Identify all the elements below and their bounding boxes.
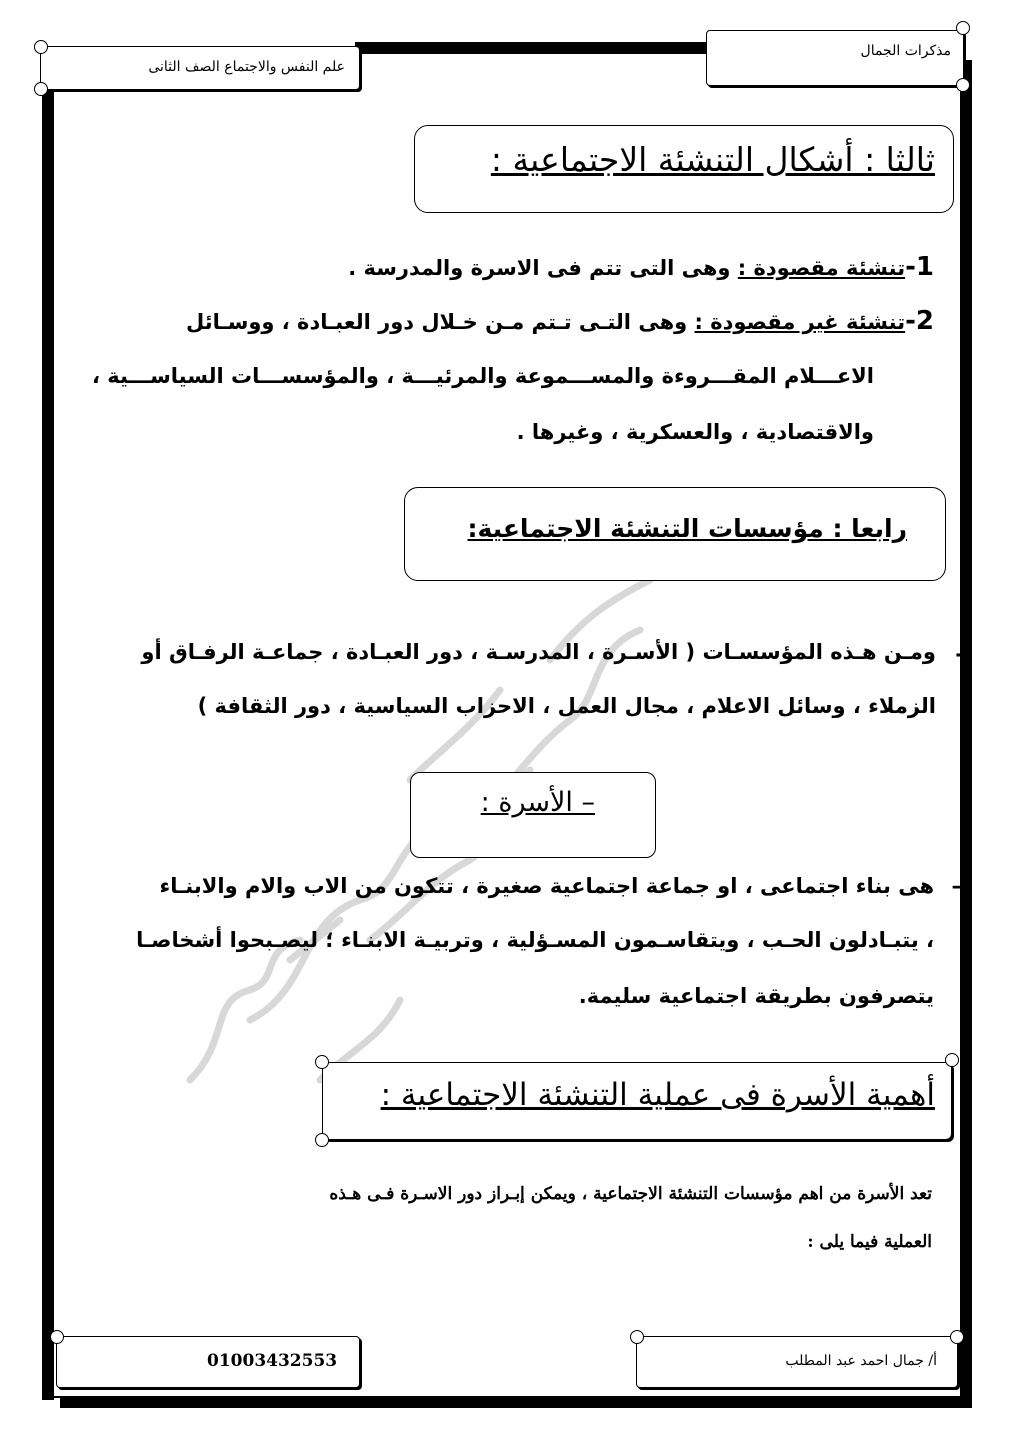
definition: وهى التى تتم فى الاسرة والمدرسة . bbox=[348, 256, 738, 280]
scroll-curl-icon bbox=[950, 1330, 964, 1344]
paragraph-line: الزملاء ، وسائل الاعلام ، مجال العمل ، الاحزاب السياسية ، دور الثقافة ) bbox=[197, 694, 936, 718]
phone-number: 01003432553 bbox=[207, 1351, 338, 1371]
paragraph-line: يتصرفون بطريقة اجتماعية سليمة. bbox=[578, 984, 934, 1008]
list-item bbox=[99, 306, 934, 336]
scroll-curl-icon bbox=[34, 82, 48, 96]
scroll-curl-icon bbox=[50, 1330, 64, 1344]
scroll-curl-icon bbox=[956, 21, 970, 35]
paragraph-line: تعد الأسرة من اهم مؤسسات التنشئة الاجتماعية ، ويمكن إبـراز دور الاسـرة فـى هـذه bbox=[329, 1184, 932, 1204]
definition: وهى التـى تـتم مـن خـلال دور العبـادة ، ووسـائل bbox=[186, 310, 695, 334]
section3-title-box bbox=[414, 125, 954, 213]
notes-brand: مذكرات الجمال bbox=[860, 43, 951, 59]
term: تنشئة غير مقصودة : bbox=[694, 310, 906, 334]
paragraph-line: والاقتصادية ، والعسكرية ، وغيرها . bbox=[516, 420, 874, 444]
section3-title: ثالثا : أشكال التنشئة الاجتماعية : bbox=[490, 140, 935, 179]
family-title-box bbox=[410, 772, 656, 858]
bullet-dash: – bbox=[951, 874, 962, 898]
importance-banner bbox=[322, 1062, 952, 1140]
scroll-curl-icon bbox=[34, 40, 48, 54]
scroll-curl-icon bbox=[315, 1133, 329, 1147]
bullet-dash: - bbox=[955, 642, 964, 666]
section4-title: رابعا : مؤسسات التنشئة الاجتماعية: bbox=[467, 514, 907, 543]
paragraph-line: العملية فيما يلى : bbox=[807, 1232, 932, 1252]
subject-title: علم النفس والاجتماع الصف الثانى bbox=[148, 59, 345, 75]
header-right-tab bbox=[706, 30, 964, 86]
list-number: 1- bbox=[905, 252, 934, 282]
author-name: أ/ جمال احمد عبد المطلب bbox=[785, 1353, 937, 1369]
paragraph-line: ، يتبـادلون الحـب ، ويتقاسـمون المسـؤلية ، وتربيـة الابنـاء ؛ ليصـبحوا أشخاصـا bbox=[136, 928, 934, 952]
paragraph-line: الاعـــلام المقـــروءة والمســـموعة والمرئيـــة ، والمؤسســـات السياســـية ، bbox=[91, 364, 874, 388]
term: تنشئة مقصودة : bbox=[737, 256, 906, 280]
header-left-tab bbox=[40, 46, 360, 90]
list-number: 2- bbox=[905, 306, 934, 336]
scroll-curl-icon bbox=[630, 1330, 644, 1344]
scroll-curl-icon bbox=[315, 1055, 329, 1069]
list-item bbox=[348, 252, 934, 282]
paragraph-line: ومـن هـذه المؤسسـات ( الأسـرة ، المدرسـة ، دور العبـادة ، جماعـة الرفـاق أو bbox=[141, 640, 936, 664]
family-title: – الأسرة : bbox=[480, 787, 595, 818]
section4-title-box bbox=[404, 487, 946, 581]
frame-shadow bbox=[355, 42, 715, 52]
paragraph-line: هى بناء اجتماعى ، او جماعة اجتماعية صغيرة ، تتكون من الاب والام والابنـاء bbox=[159, 874, 934, 898]
footer-left-tab bbox=[56, 1336, 360, 1388]
scroll-curl-icon bbox=[945, 1053, 959, 1067]
scroll-curl-icon bbox=[956, 78, 970, 92]
importance-title: أهمية الأسرة فى عملية التنشئة الاجتماعية : bbox=[380, 1077, 935, 1113]
footer-right-tab bbox=[636, 1336, 958, 1388]
